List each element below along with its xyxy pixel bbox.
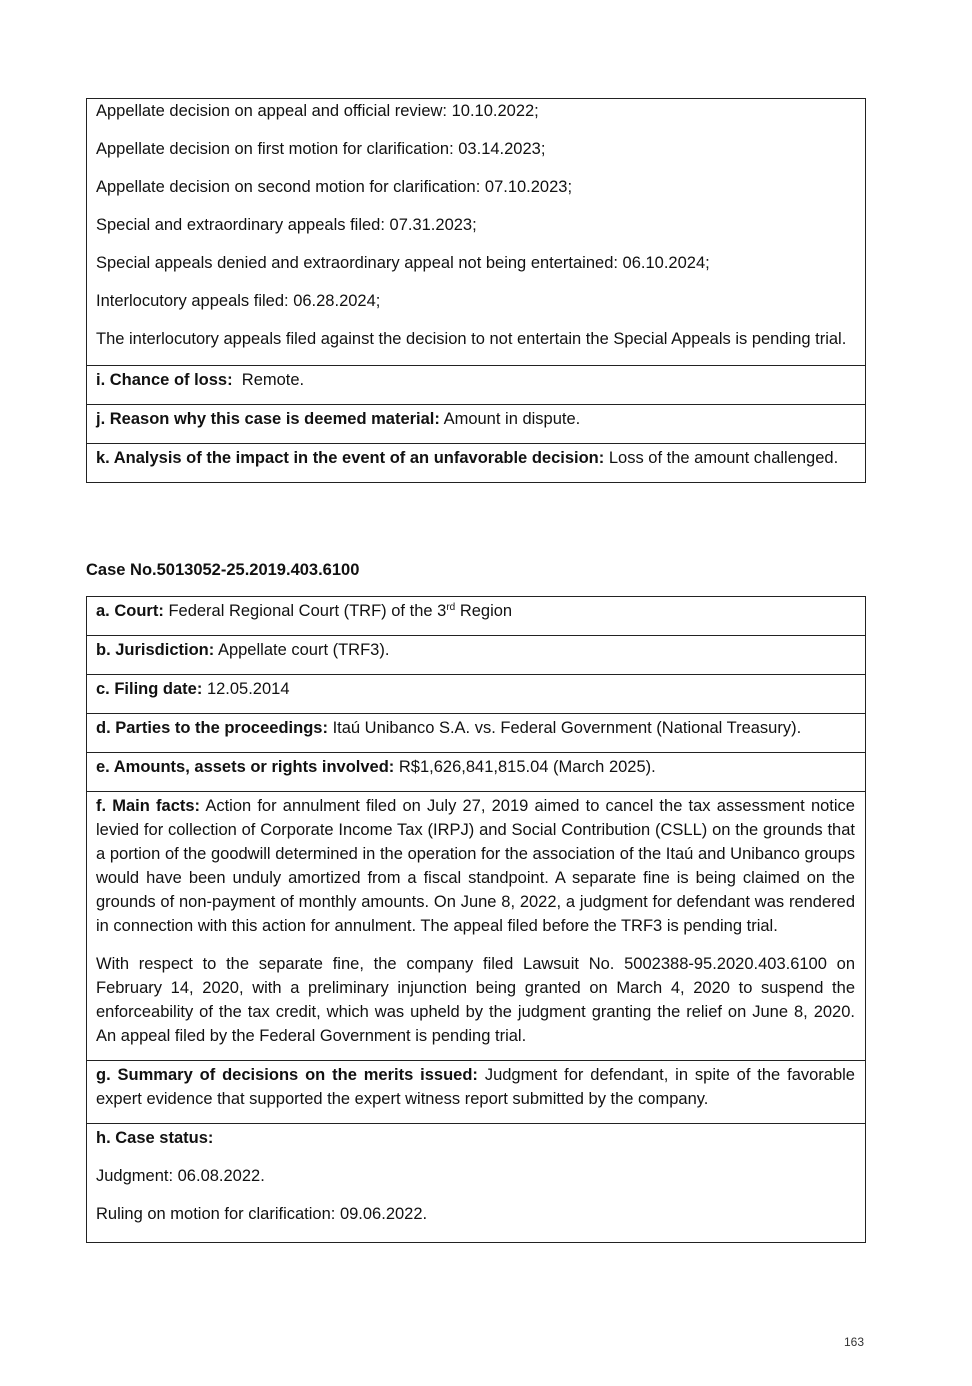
parties-value: Itaú Unibanco S.A. vs. Federal Government (National Treasury). xyxy=(332,719,802,737)
decisions-summary-value: Judgment for defendant, in spite of the favorable expert evidence that supported the expert witness report submitted by the company. xyxy=(96,1066,855,1108)
case-details-table xyxy=(86,596,866,1243)
filing-date-row xyxy=(87,674,865,701)
case-status-label: h. Case status: xyxy=(96,1129,214,1147)
amounts-label: e. Amounts, assets or rights involved: xyxy=(96,758,395,776)
case-status-row xyxy=(87,99,865,351)
jurisdiction-label: b. Jurisdiction: xyxy=(96,641,215,659)
main-facts-value-2: With respect to the separate fine, the company filed Lawsuit No. 5002388-95.2020.403.6100 on February 14, 2020, with a preliminary injunction being granted on March 4, 2020 to suspend the enforceability of the tax credit, which was upheld by the judgment granting the relief on June 8, 2020. An appeal filed by the Federal Government is pending trial. xyxy=(96,955,855,1045)
chance-of-loss-label: i. Chance of loss: xyxy=(96,371,233,389)
amounts-row xyxy=(87,752,865,779)
status-line: Special appeals denied and extraordinary appeal not being entertained: 06.10.2024; xyxy=(96,254,710,272)
materiality-reason-value: Amount in dispute. xyxy=(443,410,581,428)
main-facts-value: Action for annulment filed on July 27, 2019 aimed to cancel the tax assessment notice levied for collection of Corporate Income Tax (IRPJ) and Social Contribution (CSLL) on the grounds that a portion of the goodwill determined in the operation for the association of the Itaú and Unibanco groups would have been unduly amortized from a fiscal standpoint. A separate fine is being claimed on the grounds of non-payment of monthly amounts. On June 8, 2022, a judgment for defendant was rendered in connection with this action for annulment. The appeal filed before the TRF3 is pending trial. xyxy=(96,797,855,935)
page-number: 163 xyxy=(843,1335,864,1349)
materiality-reason-row xyxy=(87,404,865,431)
court-label: a. Court: xyxy=(96,602,164,620)
status-line: Appellate decision on first motion for clarification: 03.14.2023; xyxy=(96,140,546,158)
jurisdiction-value: Appellate court (TRF3). xyxy=(217,641,390,659)
status-line: The interlocutory appeals filed against the decision to not entertain the Special Appeals is pending trial. xyxy=(96,330,847,348)
decisions-summary-row xyxy=(87,1060,865,1111)
main-facts-row xyxy=(87,791,865,1048)
case-status-row xyxy=(87,1123,865,1226)
court-value-superscript: rd xyxy=(446,602,456,613)
jurisdiction-row xyxy=(87,635,865,662)
chance-of-loss-value: Remote. xyxy=(241,371,305,389)
materiality-reason-label: j. Reason why this case is deemed material: xyxy=(96,410,440,428)
parties-label: d. Parties to the proceedings: xyxy=(96,719,328,737)
impact-analysis-value: Loss of the amount challenged. xyxy=(608,449,839,467)
court-value: Federal Regional Court (TRF) of the 3 xyxy=(168,602,447,620)
status-line: Ruling on motion for clarification: 09.06.2022. xyxy=(96,1205,428,1223)
case-continuation-table xyxy=(86,98,866,483)
status-line: Appellate decision on appeal and official review: 10.10.2022; xyxy=(96,102,539,120)
parties-row xyxy=(87,713,865,740)
impact-analysis-row xyxy=(87,443,865,470)
status-line: Judgment: 06.08.2022. xyxy=(96,1167,265,1185)
amounts-value: R$1,626,841,815.04 (March 2025). xyxy=(398,758,656,776)
decisions-summary-label: g. Summary of decisions on the merits issued: xyxy=(96,1066,478,1084)
case-number-heading: Case No.5013052-25.2019.403.6100 xyxy=(86,561,360,579)
status-line: Appellate decision on second motion for clarification: 07.10.2023; xyxy=(96,178,573,196)
court-value-suffix: Region xyxy=(459,602,513,620)
status-line: Interlocutory appeals filed: 06.28.2024; xyxy=(96,292,381,310)
chance-of-loss-row xyxy=(87,365,865,392)
filing-date-label: c. Filing date: xyxy=(96,680,203,698)
filing-date-value: 12.05.2014 xyxy=(206,680,290,698)
court-row xyxy=(87,597,865,623)
impact-analysis-label: k. Analysis of the impact in the event of an unfavorable decision: xyxy=(96,449,605,467)
status-line: Special and extraordinary appeals filed: 07.31.2023; xyxy=(96,216,477,234)
main-facts-label: f. Main facts: xyxy=(96,797,201,815)
